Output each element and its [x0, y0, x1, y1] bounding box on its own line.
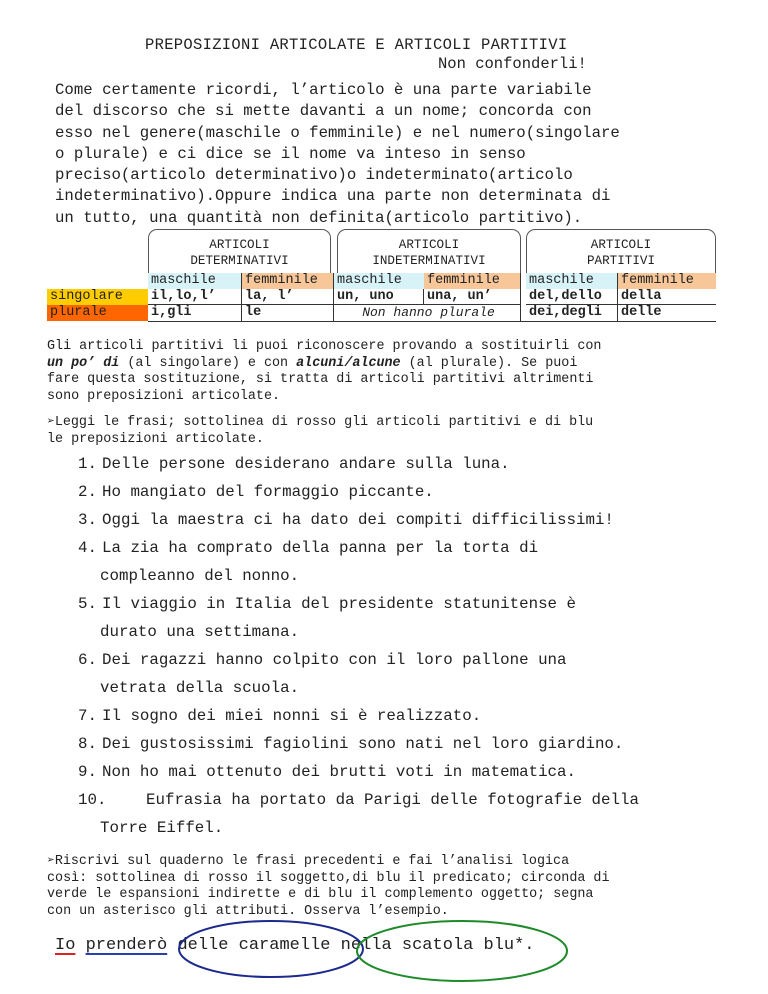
cell-part-sing-m: del,dello	[526, 289, 618, 305]
predicate-underline: prenderò	[85, 936, 168, 955]
list-item-continuation: durato una settimana.	[100, 623, 300, 641]
cell-det-sing-m: il,lo,l’	[148, 289, 242, 305]
list-item-continuation: compleanno del nonno.	[100, 567, 300, 585]
indirect-phrase: nella scatola blu*.	[340, 936, 535, 955]
list-item: 5. Il viaggio in Italia del presidente statunitense è	[78, 595, 576, 613]
list-item-continuation: vetrata della scuola.	[100, 679, 300, 697]
cell-det-sing-f: la, l’	[242, 289, 334, 305]
cell-indet-sing-m: un, uno	[334, 289, 424, 305]
arrow-bullet-icon: ➢	[47, 853, 55, 868]
col-femminile-part: femminile	[618, 273, 716, 289]
list-item: 1. Delle persone desiderano andare sulla luna.	[78, 455, 510, 473]
list-item: 3. Oggi la maestra ci ha dato dei compiti difficilissimi!	[78, 511, 614, 529]
analysis-instructions: ➢Riscrivi sul quaderno le frasi precedenti e fai l’analisi logica così: sottolinea di rosso il soggetto,di blu il predicato; circonda di verde le espansioni indirette e di blu il complemento oggetto; segna con un asterisco gli attributi. Osserva l’esempio.	[47, 853, 610, 919]
cell-part-sing-f: della	[618, 289, 716, 305]
cell-part-plur-f: delle	[621, 305, 662, 320]
cell-det-plur-f: le	[242, 305, 334, 321]
list-item: 6. Dei ragazzi hanno colpito con il loro pallone una	[78, 651, 567, 669]
list-item-continuation: Torre Eiffel.	[100, 819, 224, 837]
intro-paragraph: Come certamente ricordi, l’articolo è una parte variabile del discorso che si mette davanti a un nome; concorda con esso nel genere(maschile o femminile) e nel numero(singolare o plurale) e ci dice se il nome va inteso in senso preciso(articolo determinativo)o indeterminato(articolo indeterminativo).Oppure indica una parte non determinata di un tutto, una quantità non definita(articolo partitivo).	[55, 81, 620, 227]
row-label-singolare: singolare	[47, 289, 148, 305]
list-item: 7. Il sogno dei miei nonni si è realizzato.	[78, 707, 482, 725]
header-partitivi: ARTICOLI PARTITIVI	[526, 229, 716, 273]
page-subtitle: Non confonderli!	[438, 55, 587, 73]
list-item: 9. Non ho mai ottenuto dei brutti voti in matematica.	[78, 763, 576, 781]
col-femminile-indet: femminile	[424, 273, 521, 289]
indirect-circle	[357, 921, 567, 981]
header-indeterminativi: ARTICOLI INDETERMINATIVI	[337, 229, 521, 273]
partitive-explanation: Gli articoli partitivi li puoi riconoscere provando a sostituirli con un po’ di (al singolare) e con alcuni/alcune (al plurale). Se puoi fare questa sostituzione, si tratta di articoli partitivi altrimenti sono preposizioni articolate.	[47, 339, 602, 404]
exercise-instructions: ➢Leggi le frasi; sottolinea di rosso gli articoli partitivi e di blu le preposizioni articolate.	[47, 414, 594, 447]
list-item: 10. Eufrasia ha portato da Parigi delle fotografie della	[78, 791, 639, 809]
list-item: 8. Dei gustosissimi fagiolini sono nati nel loro giardino.	[78, 735, 624, 753]
cell-part-plur-m: dei,degli	[526, 305, 618, 321]
list-item: 2. Ho mangiato del formaggio piccante.	[78, 483, 434, 501]
object-phrase: delle caramelle	[177, 936, 331, 955]
row-label-plurale: plurale	[47, 305, 148, 321]
page-title: PREPOSIZIONI ARTICOLATE E ARTICOLI PARTITIVI	[145, 36, 568, 54]
object-circle	[179, 921, 363, 977]
cell-indet-sing-f: una, un’	[424, 289, 521, 305]
col-maschile-indet: maschile	[334, 273, 424, 289]
cell-det-plur-m: i,gli	[148, 305, 242, 321]
col-maschile-det: maschile	[148, 273, 242, 289]
col-femminile-det: femminile	[242, 273, 334, 289]
list-item: 4. La zia ha comprato della panna per la torta di	[78, 539, 539, 557]
arrow-bullet-icon: ➢	[47, 414, 55, 429]
subject-underline: Io	[55, 936, 76, 955]
col-maschile-part: maschile	[526, 273, 618, 289]
cell-indet-plur: Non hanno plurale	[334, 305, 521, 321]
header-determinativi: ARTICOLI DETERMINATIVI	[148, 229, 331, 273]
